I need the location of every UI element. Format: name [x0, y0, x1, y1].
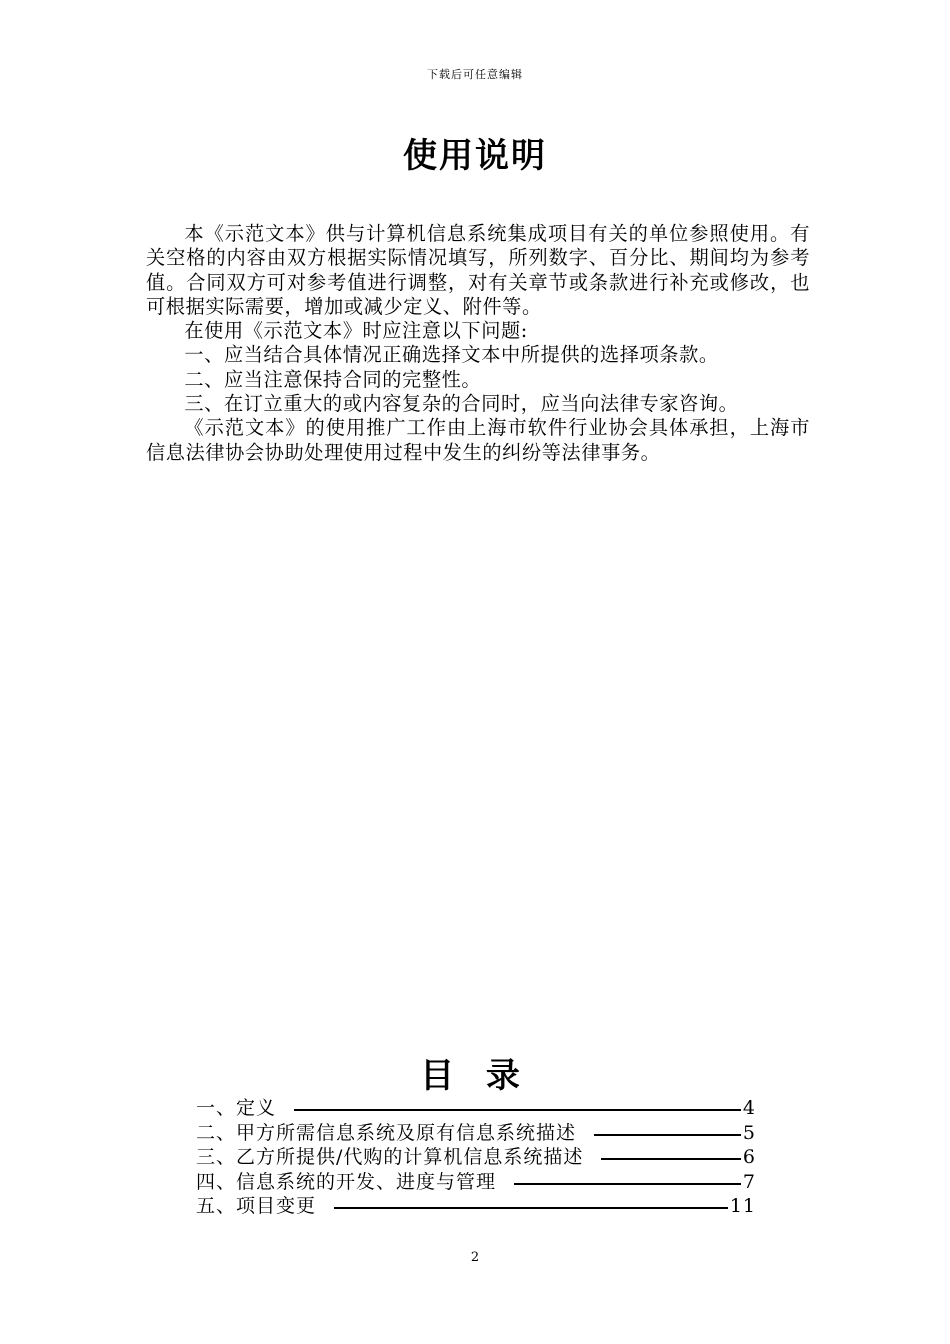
toc-entry-label: 四、信息系统的开发、进度与管理	[196, 1170, 497, 1193]
toc-entry-page: 5	[742, 1121, 756, 1144]
toc-entry-page: 4	[742, 1097, 756, 1119]
paragraph: 本《示范文本》供与计算机信息系统集成项目有关的单位参照使用。有关空格的内容由双方根据实际情况填写，所列数字、百分比、期间均为参考值。合同双方可对参考值进行调整，对有关章节或条款进行补充或修改，也可根据实际需要，增加或减少定义、附件等。	[146, 222, 810, 318]
toc-entry-page: 7	[742, 1170, 756, 1193]
toc-entry[interactable]	[196, 1096, 756, 1121]
toc-leader	[294, 1109, 741, 1111]
toc-entry[interactable]	[196, 1145, 756, 1170]
toc-entry[interactable]	[196, 1170, 756, 1195]
toc-entry-page: 11	[729, 1195, 756, 1217]
page-title: 使用说明	[403, 136, 547, 176]
toc-leader	[594, 1134, 741, 1136]
table-of-contents	[196, 1096, 756, 1219]
toc-entry[interactable]	[196, 1121, 756, 1146]
page-number: 2	[470, 1250, 480, 1265]
toc-leader	[601, 1158, 741, 1160]
paragraph: 三、在订立重大的或内容复杂的合同时，应当向法律专家咨询。	[184, 392, 739, 416]
toc-entry[interactable]	[196, 1194, 756, 1219]
toc-entry-label: 一、定义	[196, 1097, 277, 1119]
paragraph: 二、应当注意保持合同的完整性。	[184, 367, 482, 391]
toc-entry-label: 二、甲方所需信息系统及原有信息系统描述	[196, 1121, 577, 1144]
toc-entry-page: 6	[742, 1146, 756, 1168]
paragraph: 《示范文本》的使用推广工作由上海市软件行业协会具体承担，上海市信息法律协会协助处理使用过程中发生的纠纷等法律事务。	[146, 416, 810, 464]
instructions-body	[146, 222, 810, 465]
toc-leader	[514, 1183, 741, 1185]
toc-entry-label: 五、项目变更	[196, 1195, 317, 1217]
paragraph: 一、应当结合具体情况正确选择文本中所提供的选择项条款。	[184, 343, 719, 367]
toc-entry-label: 三、乙方所提供/代购的计算机信息系统描述	[196, 1146, 584, 1168]
toc-title: 目 录	[420, 1056, 530, 1096]
toc-leader	[334, 1207, 728, 1209]
paragraph: 在使用《示范文本》时应注意以下问题:	[184, 319, 528, 343]
header-note: 下载后可任意编辑	[427, 68, 523, 81]
